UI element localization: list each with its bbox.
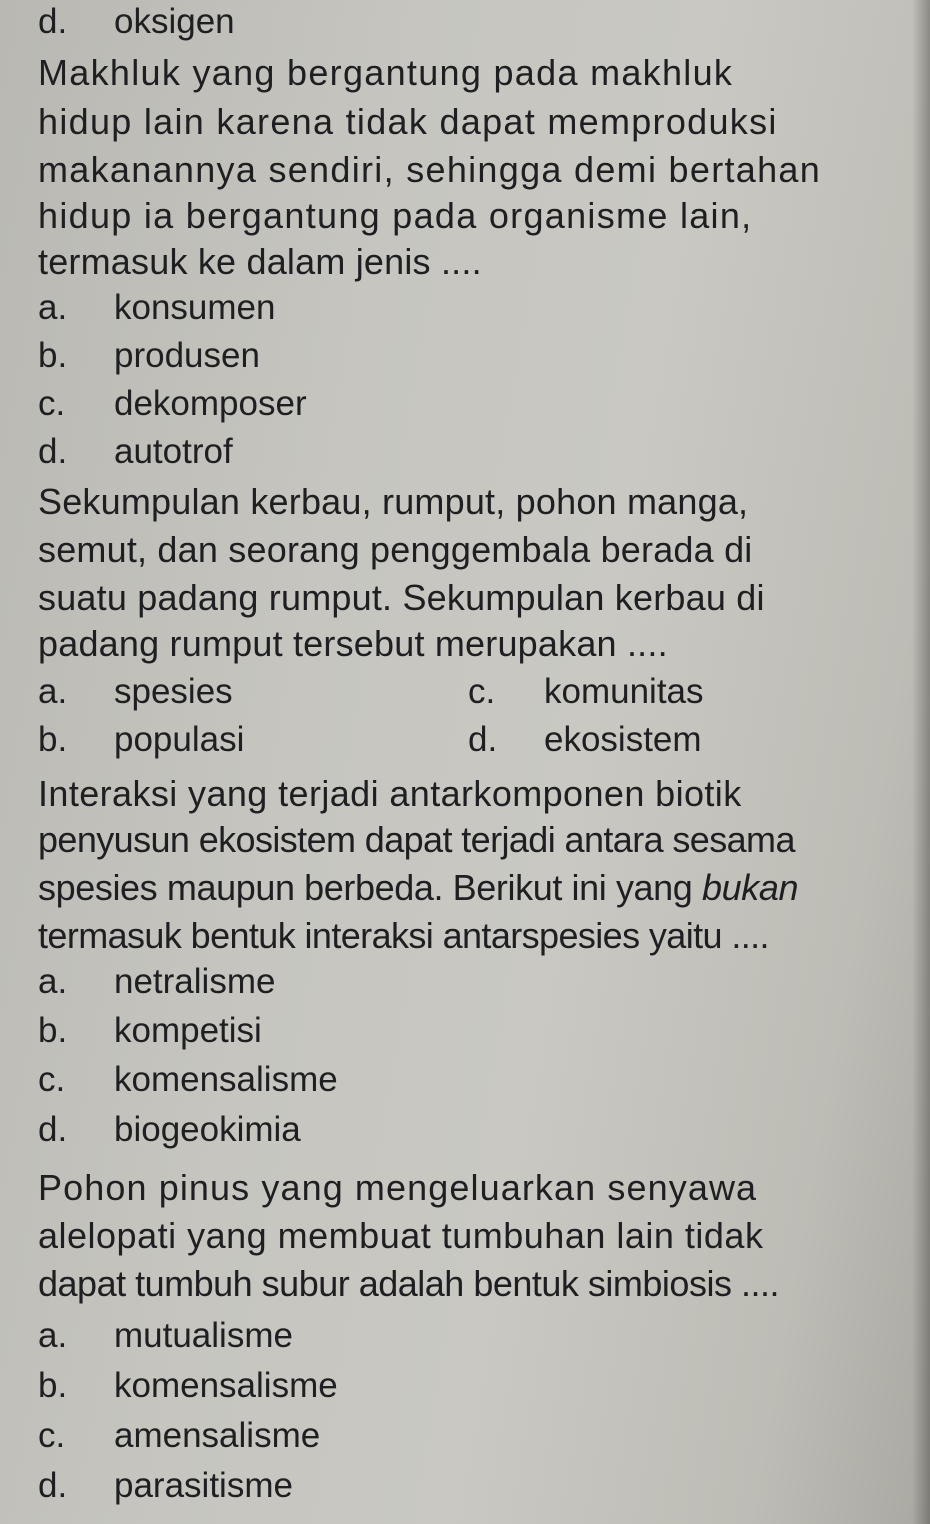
question-3-option-a <box>38 964 275 999</box>
option-letter: d. <box>468 720 498 759</box>
option-text: kompetisi <box>114 1011 262 1050</box>
option-letter: d. <box>38 2 68 41</box>
question-3-emphasis-bukan: bukan <box>702 867 799 908</box>
question-4-stem-line-3: dapat tumbuh subur adalah bentuk simbiosis .... <box>38 1263 779 1304</box>
option-letter: c. <box>38 1060 66 1099</box>
option-letter: a. <box>38 962 68 1001</box>
question-3-stem-line-3 <box>38 867 799 908</box>
option-text: produsen <box>114 336 260 375</box>
option-text: netralisme <box>114 962 276 1001</box>
page-edge-shadow <box>912 0 930 1524</box>
question-1-option-b <box>38 338 260 373</box>
question-1-option-c <box>38 386 307 421</box>
question-2-stem-line-2: semut, dan seorang penggembala berada di <box>38 529 753 570</box>
option-letter: c. <box>38 384 66 423</box>
option-text: komensalisme <box>114 1366 338 1405</box>
question-2-option-a <box>38 674 233 709</box>
question-1-stem-line-1: Makhluk yang bergantung pada makhluk <box>38 52 734 93</box>
question-1-option-d <box>38 434 233 469</box>
option-text: amensalisme <box>114 1416 321 1455</box>
question-4-stem-line-2: alelopati yang membuat tumbuhan lain tidak <box>38 1215 764 1256</box>
option-letter: c. <box>468 672 496 711</box>
question-3-stem-line-1: Interaksi yang terjadi antarkomponen biotik <box>38 773 742 814</box>
question-1-stem-line-2: hidup lain karena tidak dapat memproduksi <box>38 101 778 142</box>
question-2-stem-line-4: padang rumput tersebut merupakan .... <box>38 623 668 664</box>
option-letter: d. <box>38 1110 68 1149</box>
option-letter: a. <box>38 288 68 327</box>
question-4-option-d <box>38 1468 293 1503</box>
option-letter: d. <box>38 1466 68 1505</box>
question-1-stem-line-3: makanannya sendiri, sehingga demi bertahan <box>38 149 822 190</box>
question-4-option-b <box>38 1368 338 1403</box>
question-2-stem-line-3: suatu padang rumput. Sekumpulan kerbau di <box>38 577 765 618</box>
option-text: dekomposer <box>114 384 307 423</box>
option-text: spesies <box>114 672 233 711</box>
option-text: oksigen <box>114 2 235 41</box>
option-letter: a. <box>38 672 68 711</box>
question-2-option-b <box>38 722 244 757</box>
question-4-option-a <box>38 1318 293 1353</box>
option-text: populasi <box>114 720 245 759</box>
option-letter: c. <box>38 1416 66 1455</box>
option-letter: a. <box>38 1316 68 1355</box>
option-text: konsumen <box>114 288 276 327</box>
question-3-stem-line-3-text: spesies maupun berbeda. Berikut ini yang <box>38 867 703 908</box>
option-text: ekosistem <box>544 720 702 759</box>
option-text: parasitisme <box>114 1466 293 1505</box>
option-letter: b. <box>38 1011 68 1050</box>
option-letter: b. <box>38 720 68 759</box>
question-1-option-a <box>38 290 275 325</box>
question-2-option-d <box>468 722 702 757</box>
question-3-option-b <box>38 1013 262 1048</box>
question-1-stem-line-5: termasuk ke dalam jenis .... <box>38 241 482 282</box>
option-text: komunitas <box>544 672 704 711</box>
question-1-stem-line-4: hidup ia bergantung pada organisme lain, <box>38 195 753 236</box>
question-4-option-c <box>38 1418 320 1453</box>
question-3-stem-line-4: termasuk bentuk interaksi antarspesies yaitu .... <box>38 915 769 956</box>
question-3-option-c <box>38 1062 338 1097</box>
option-prev-d <box>38 4 235 39</box>
option-letter: d. <box>38 432 68 471</box>
option-text: mutualisme <box>114 1316 293 1355</box>
option-letter: b. <box>38 1366 68 1405</box>
question-3-option-d <box>38 1112 301 1147</box>
question-2-option-c <box>468 674 704 709</box>
question-4-stem-line-1: Pohon pinus yang mengeluarkan senyawa <box>38 1167 758 1208</box>
option-letter: b. <box>38 336 68 375</box>
question-2-stem-line-1: Sekumpulan kerbau, rumput, pohon manga, <box>38 481 749 522</box>
option-text: autotrof <box>114 432 233 471</box>
option-text: biogeokimia <box>114 1110 301 1149</box>
option-text: komensalisme <box>114 1060 338 1099</box>
question-3-stem-line-2: penyusun ekosistem dapat terjadi antara sesama <box>38 819 795 860</box>
